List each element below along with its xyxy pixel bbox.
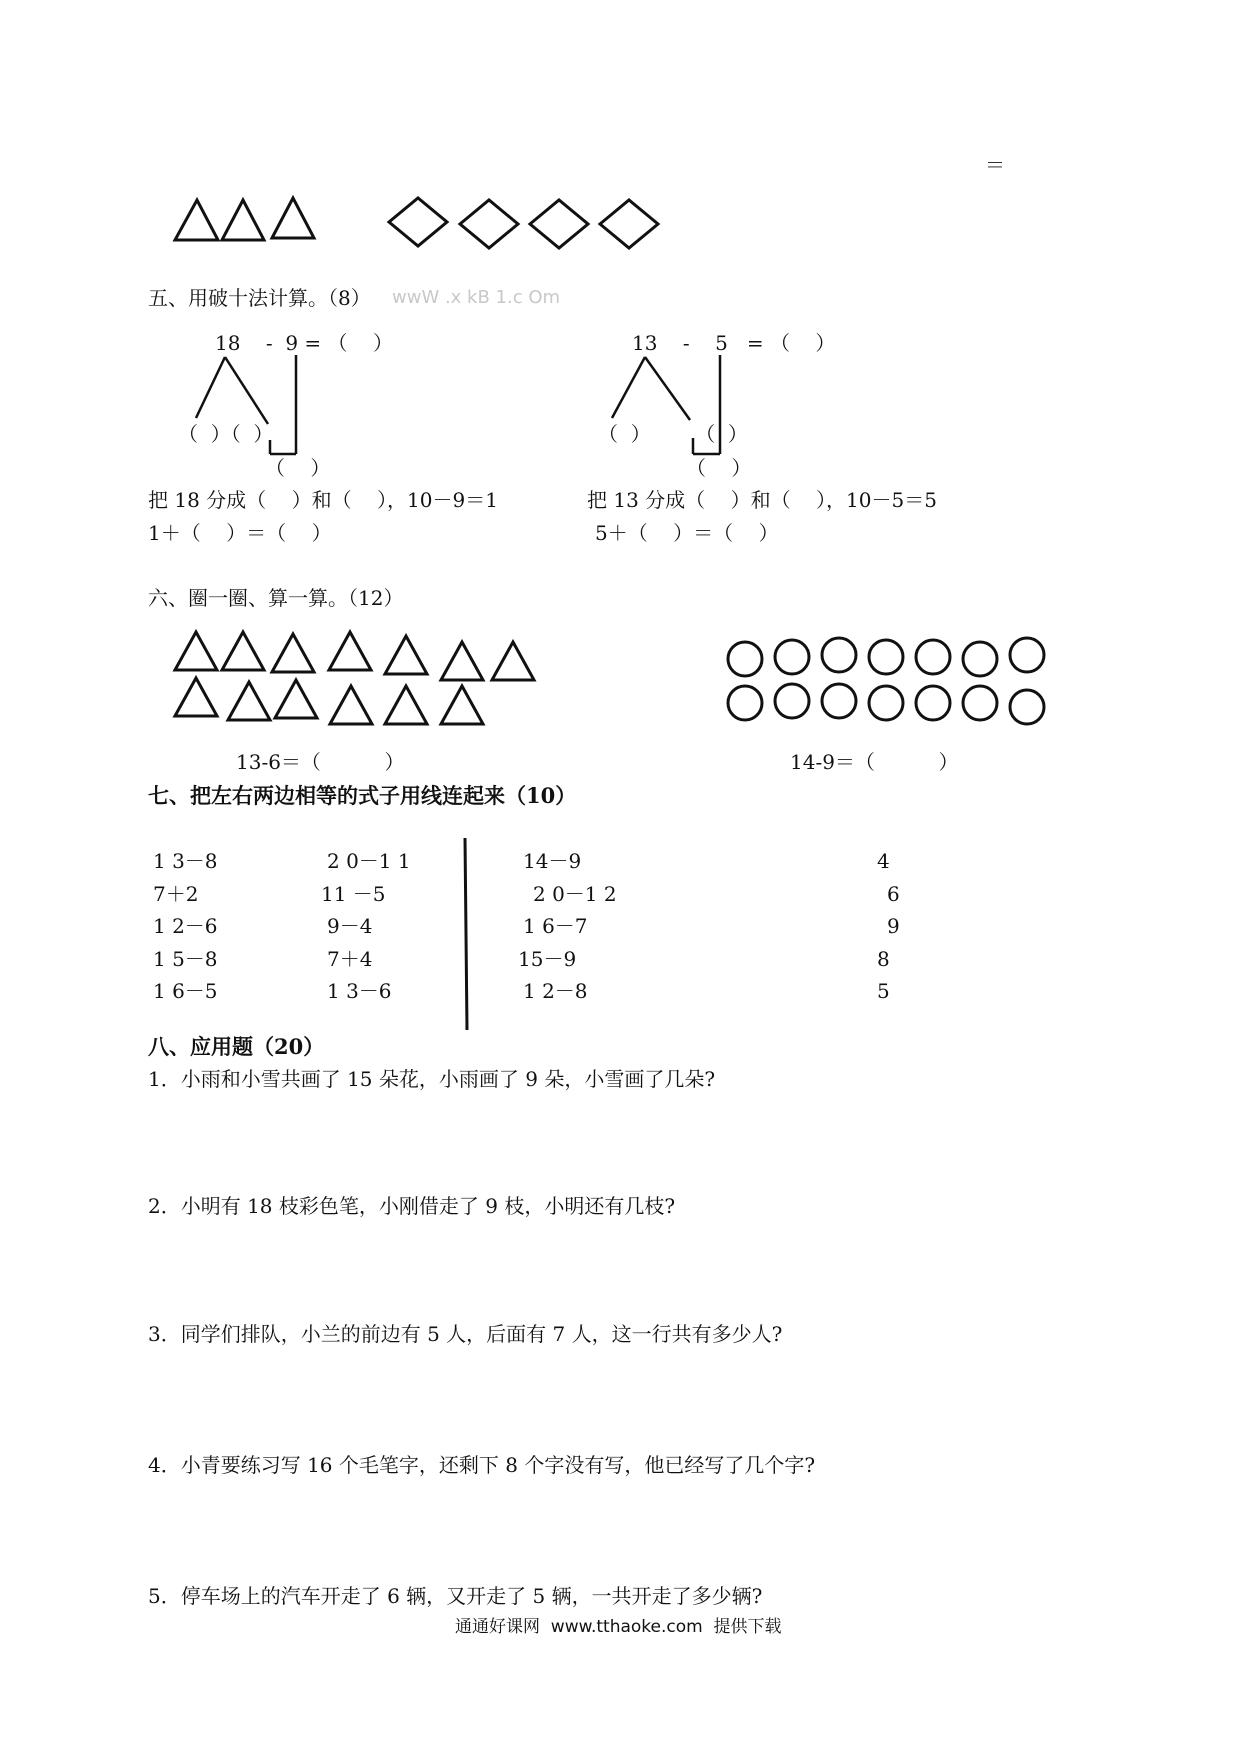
match-col4-item: 4	[877, 849, 890, 873]
split-right-line1: 把 13 分成（ ）和（ ），10－5＝5	[587, 488, 937, 512]
section7-heading: 七、把左右两边相等的式子用线连起来（10）	[148, 783, 577, 808]
match-col1-item: 1 2－6	[153, 914, 218, 938]
match-col2-item: 9－4	[327, 914, 373, 938]
split-right-result-blank: （ ）	[686, 456, 752, 480]
circle-count-left-equation: 13-6＝（ ）	[236, 750, 405, 774]
split-left-line1: 把 18 分成（ ）和（ ），10－9＝1	[148, 488, 498, 512]
word-problem: 3．同学们排队，小兰的前边有 5 人，后面有 7 人，这一行共有多少人?	[148, 1322, 783, 1346]
diamond-shape	[460, 200, 518, 248]
split-left-equation: 18 - 9 = （ ）	[215, 331, 393, 355]
circle-group	[728, 638, 1044, 724]
match-col1-item: 1 5－8	[153, 947, 218, 971]
diamond-shape	[600, 200, 658, 248]
triangle-group	[175, 632, 534, 724]
match-col4-item: 5	[877, 979, 890, 1003]
match-col3-item: 2 0－1 2	[533, 882, 617, 906]
diamond-shape	[530, 200, 588, 248]
match-col2-item: 1 3－6	[327, 979, 392, 1003]
match-col2-item: 11 －5	[321, 882, 386, 906]
match-col2-item: 7＋4	[327, 947, 373, 971]
diamond-shape	[389, 198, 447, 246]
triangle-shape	[222, 200, 264, 240]
triangle-shape	[272, 198, 314, 238]
match-col4-item: 6	[887, 882, 900, 906]
match-col3-item: 1 2－8	[523, 979, 588, 1003]
section5-heading: 五、用破十法计算。（8）	[148, 286, 371, 310]
match-col3-item: 14－9	[523, 849, 582, 873]
split-right-equation: 13 - 5 = （ ）	[632, 331, 836, 355]
word-problem: 5．停车场上的汽车开走了 6 辆，又开走了 5 辆，一共开走了多少辆?	[148, 1584, 763, 1608]
split-right-branch-blanks: （ ） （ ）	[598, 422, 748, 446]
circle-count-right-equation: 14-9＝（ ）	[790, 750, 959, 774]
split-left-line2: 1＋（ ）＝（ ）	[148, 521, 332, 545]
match-col3-item: 15－9	[518, 947, 577, 971]
section6-heading: 六、圈一圈、算一算。（12）	[148, 586, 404, 610]
match-col4-item: 8	[877, 947, 890, 971]
word-problem: 2．小明有 18 枝彩色笔，小刚借走了 9 枝，小明还有几枝?	[148, 1194, 676, 1218]
match-col3-item: 1 6－7	[523, 914, 588, 938]
word-problem: 4．小青要练习写 16 个毛笔字，还剩下 8 个字没有写，他已经写了几个字?	[148, 1453, 816, 1477]
equals-sign: ＝	[985, 153, 1005, 177]
split-left-branch-blanks: （ ）（ ）	[178, 422, 274, 446]
matching-divider	[465, 838, 467, 1030]
match-col4-item: 9	[887, 914, 900, 938]
watermark: wwW .x kB 1.c Om	[392, 287, 561, 308]
match-col1-item: 1 3－8	[153, 849, 218, 873]
match-col2-item: 2 0－1 1	[327, 849, 411, 873]
split-right-line2: 5＋（ ）＝（ ）	[595, 521, 779, 545]
split-left-result-blank: （ ）	[265, 456, 331, 480]
word-problem: 1．小雨和小雪共画了 15 朵花，小雨画了 9 朵，小雪画了几朵?	[148, 1067, 716, 1091]
section8-heading: 八、应用题（20）	[148, 1034, 325, 1059]
match-col1-item: 1 6－5	[153, 979, 218, 1003]
page-footer: 通通好课网 www.tthaoke.com 提供下载	[455, 1617, 782, 1637]
match-col1-item: 7＋2	[153, 882, 199, 906]
triangle-shape	[175, 200, 218, 240]
